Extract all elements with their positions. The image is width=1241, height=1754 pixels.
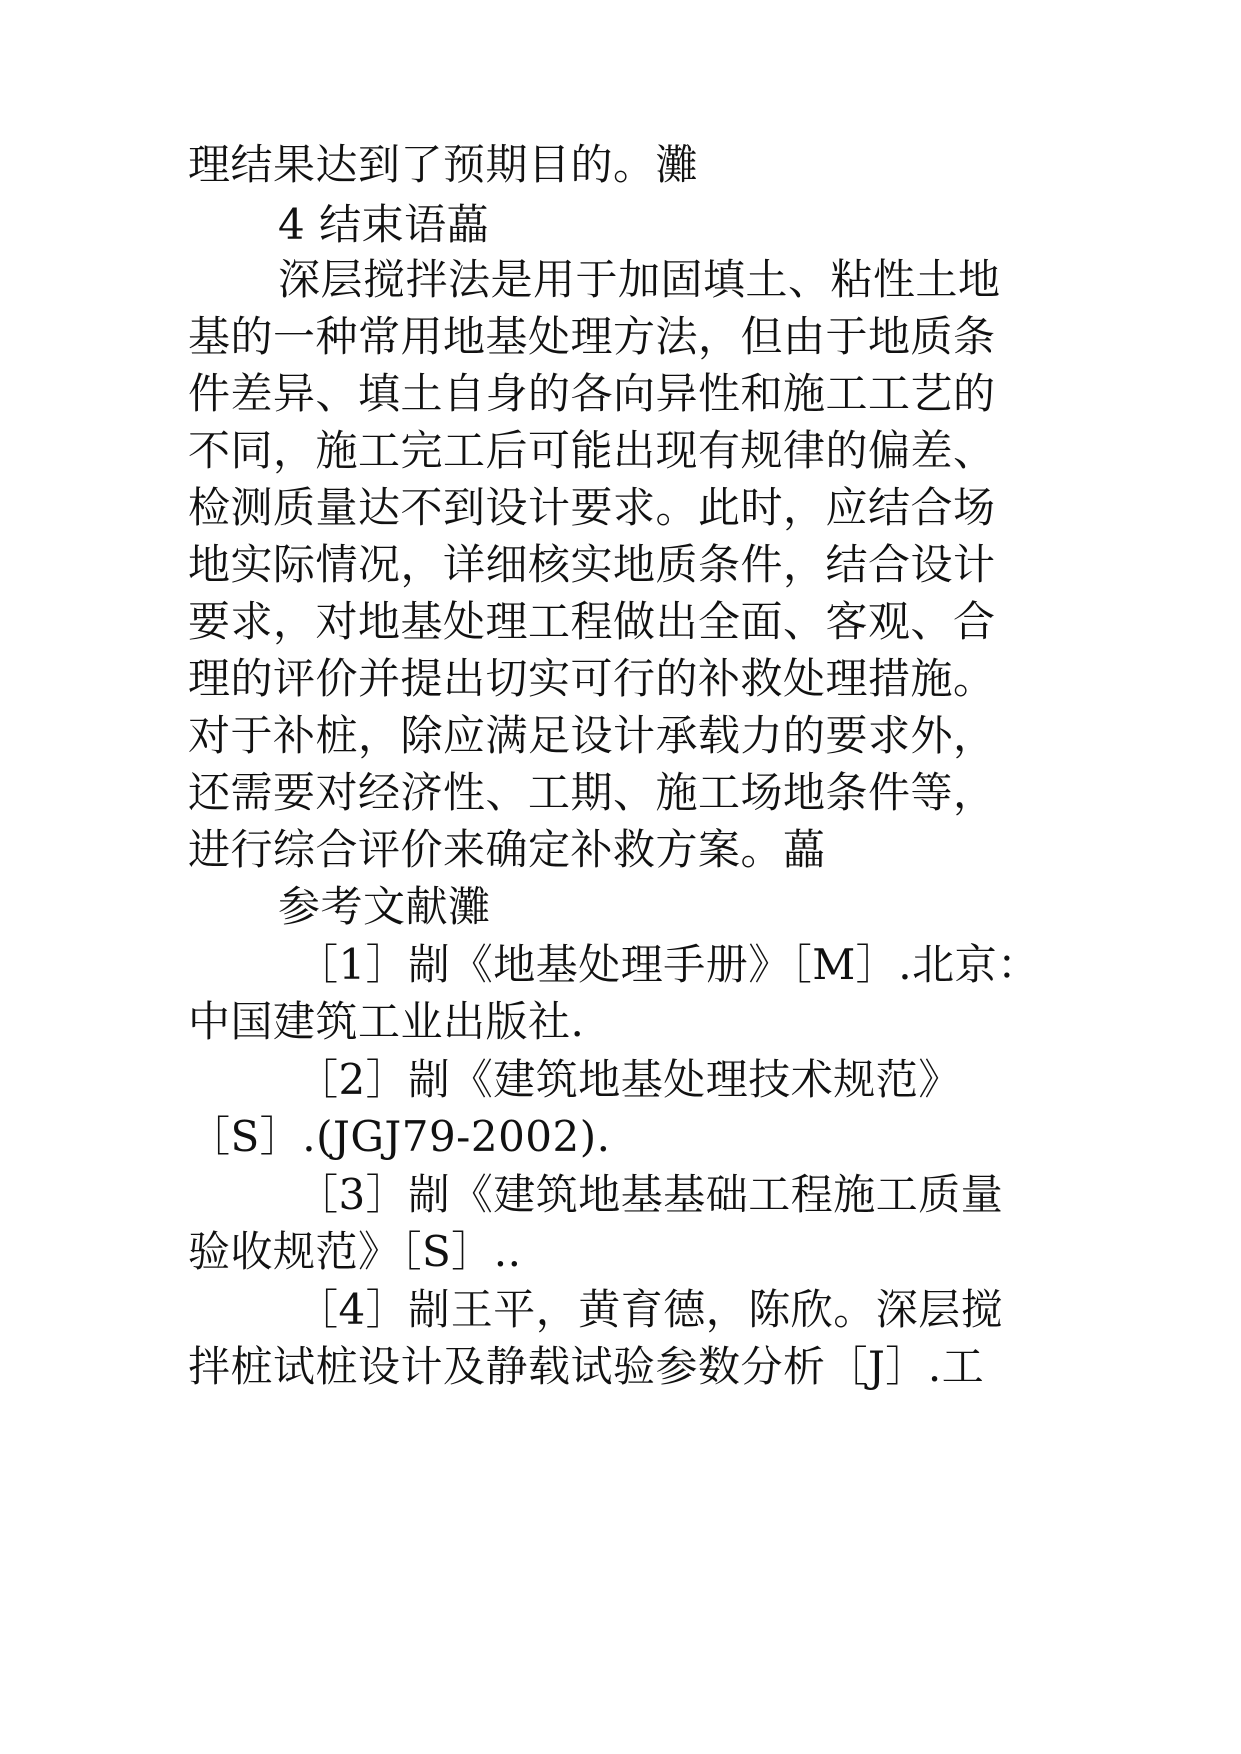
paragraph-line: 深层搅拌法是用于加固填土、粘性土地 (278, 255, 1001, 304)
text-line: 理结果达到了预期目的。灘 (188, 140, 699, 189)
paragraph-line: 件差异、填土自身的各向异性和施工工艺的 (188, 369, 996, 418)
reference-line: ［4］剬王平，黄育德，陈欣。深层搅 (296, 1285, 1004, 1334)
paragraph-line: 进行综合评价来确定补救方案。藟 (188, 825, 826, 874)
paragraph-line: 理的评价并提出切实可行的补救处理措施。 (188, 654, 996, 703)
reference-line: ［2］剬《建筑地基处理技术规范》 (296, 1055, 961, 1104)
reference-line: 中国建筑工业出版社. (188, 997, 585, 1046)
reference-line: ［1］剬《地基处理手册》［M］.北京： (296, 940, 1040, 989)
paragraph-line: 地实际情况，详细核实地质条件，结合设计 (188, 540, 996, 589)
paragraph-line: 基的一种常用地基处理方法，但由于地质条 (188, 312, 996, 361)
paragraph-line: 对于补桩，除应满足设计承载力的要求外， (188, 711, 996, 760)
reference-line: ［3］剬《建筑地基基础工程施工质量 (296, 1170, 1004, 1219)
reference-line: ［S］.(JGJ79-2002). (188, 1112, 611, 1161)
reference-line: 拌桩试桩设计及静载试验参数分析［J］.工 (188, 1342, 985, 1391)
paragraph-line: 要求，对地基处理工程做出全面、客观、合 (188, 597, 996, 646)
references-heading: 参考文献灘 (278, 882, 491, 931)
paragraph-line: 不同，施工完工后可能出现有规律的偏差、 (188, 426, 996, 475)
paragraph-line: 检测质量达不到设计要求。此时，应结合场 (188, 483, 996, 532)
reference-line: 验收规范》［S］.. (188, 1227, 522, 1276)
paragraph-line: 还需要对经济性、工期、施工场地条件等， (188, 768, 996, 817)
section-heading: 4 结束语藟 (278, 200, 490, 249)
